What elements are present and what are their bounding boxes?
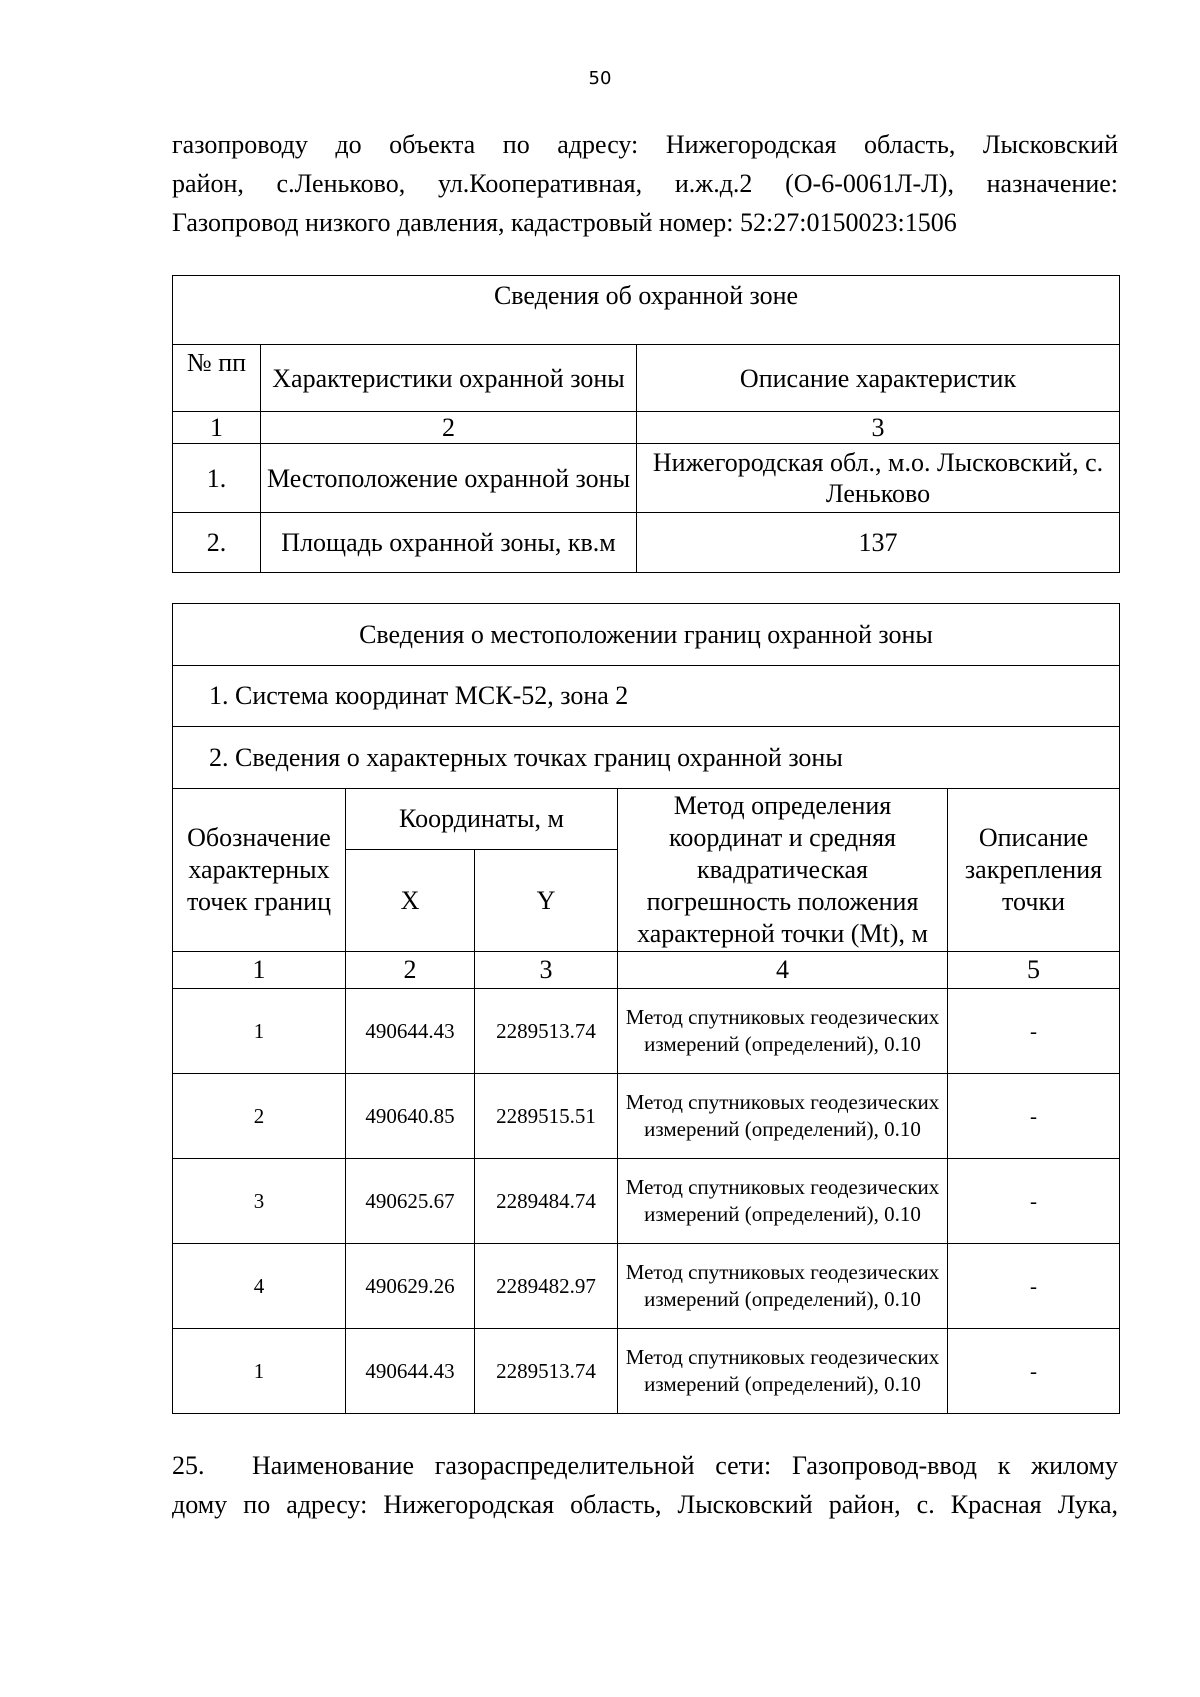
header-method: Метод определения координат и средняя квадратическая погрешность положения характерной точки (Mt), м bbox=[618, 789, 948, 952]
boundary-table-title: Сведения о местоположении границ охранной зоны bbox=[173, 604, 1120, 666]
point-id: 2 bbox=[173, 1074, 346, 1159]
section-number: 25. bbox=[172, 1451, 205, 1480]
point-fixing: - bbox=[948, 1329, 1120, 1414]
zone-table-title: Сведения об охранной зоне bbox=[173, 276, 1120, 345]
point-fixing: - bbox=[948, 1159, 1120, 1244]
row-name: Местоположение охранной зоны bbox=[261, 444, 637, 513]
header-characteristics: Характеристики охранной зоны bbox=[261, 345, 637, 412]
point-y: 2289482.97 bbox=[475, 1244, 618, 1329]
point-method: Метод спутниковых геодезических измерений (определений), 0.10 bbox=[618, 1244, 948, 1329]
point-fixing: - bbox=[948, 989, 1120, 1074]
index-cell: 3 bbox=[475, 952, 618, 989]
row-num: 2. bbox=[173, 513, 261, 573]
intro-line: газопроводу до объекта по адресу: Нижегородская область, Лысковский bbox=[172, 130, 1118, 159]
table-row bbox=[173, 989, 1120, 1074]
header-coords: Координаты, м bbox=[346, 789, 618, 850]
point-method: Метод спутниковых геодезических измерений (определений), 0.10 bbox=[618, 989, 948, 1074]
point-fixing: - bbox=[948, 1074, 1120, 1159]
index-cell: 1 bbox=[173, 412, 261, 444]
header-x: X bbox=[346, 850, 475, 952]
intro-paragraph bbox=[172, 125, 1118, 242]
index-cell: 3 bbox=[637, 412, 1120, 444]
point-x: 490644.43 bbox=[346, 1329, 475, 1414]
point-x: 490629.26 bbox=[346, 1244, 475, 1329]
table-row bbox=[173, 1159, 1120, 1244]
coordinate-system: 1. Система координат МСК-52, зона 2 bbox=[173, 666, 1120, 727]
header-fixing: Описание закрепления точки bbox=[948, 789, 1120, 952]
intro-line: Газопровод низкого давления, кадастровый номер: 52:27:0150023:1506 bbox=[172, 208, 957, 237]
point-x: 490644.43 bbox=[346, 989, 475, 1074]
index-cell: 5 bbox=[948, 952, 1120, 989]
header-y: Y bbox=[475, 850, 618, 952]
section-line bbox=[172, 1446, 1118, 1485]
point-method: Метод спутниковых геодезических измерений (определений), 0.10 bbox=[618, 1329, 948, 1414]
section-line: дому по адресу: Нижегородская область, Лысковский район, с. Красная Лука, bbox=[172, 1490, 1118, 1519]
point-id: 3 bbox=[173, 1159, 346, 1244]
index-cell: 4 bbox=[618, 952, 948, 989]
section-line-text: Наименование газораспределительной сети: Газопровод-ввод к жилому bbox=[252, 1451, 1118, 1480]
table-row bbox=[173, 1244, 1120, 1329]
intro-line: район, с.Леньково, ул.Кооперативная, и.ж.д.2 (О-6-0061Л-Л), назначение: bbox=[172, 169, 1118, 198]
point-method: Метод спутниковых геодезических измерений (определений), 0.10 bbox=[618, 1074, 948, 1159]
point-id: 4 bbox=[173, 1244, 346, 1329]
index-cell: 2 bbox=[261, 412, 637, 444]
header-num: № пп bbox=[173, 345, 261, 412]
row-name: Площадь охранной зоны, кв.м bbox=[261, 513, 637, 573]
section-25-paragraph bbox=[172, 1446, 1118, 1524]
point-y: 2289513.74 bbox=[475, 1329, 618, 1414]
row-value: Нижегородская обл., м.о. Лысковский, с. Леньково bbox=[637, 444, 1120, 513]
point-x: 490640.85 bbox=[346, 1074, 475, 1159]
index-cell: 1 bbox=[173, 952, 346, 989]
table-row bbox=[173, 1074, 1120, 1159]
point-y: 2289484.74 bbox=[475, 1159, 618, 1244]
point-id: 1 bbox=[173, 1329, 346, 1414]
index-cell: 2 bbox=[346, 952, 475, 989]
point-id: 1 bbox=[173, 989, 346, 1074]
point-y: 2289515.51 bbox=[475, 1074, 618, 1159]
point-method: Метод спутниковых геодезических измерений (определений), 0.10 bbox=[618, 1159, 948, 1244]
point-y: 2289513.74 bbox=[475, 989, 618, 1074]
point-fixing: - bbox=[948, 1244, 1120, 1329]
table-row bbox=[173, 1329, 1120, 1414]
header-point: Обозначение характерных точек границ bbox=[173, 789, 346, 952]
header-description: Описание характеристик bbox=[637, 345, 1120, 412]
row-num: 1. bbox=[173, 444, 261, 513]
protection-zone-table bbox=[172, 275, 1120, 573]
point-x: 490625.67 bbox=[346, 1159, 475, 1244]
row-value: 137 bbox=[637, 513, 1120, 573]
page-number: 50 bbox=[588, 68, 612, 89]
boundary-table bbox=[172, 603, 1120, 1414]
points-title: 2. Сведения о характерных точках границ охранной зоны bbox=[173, 727, 1120, 789]
